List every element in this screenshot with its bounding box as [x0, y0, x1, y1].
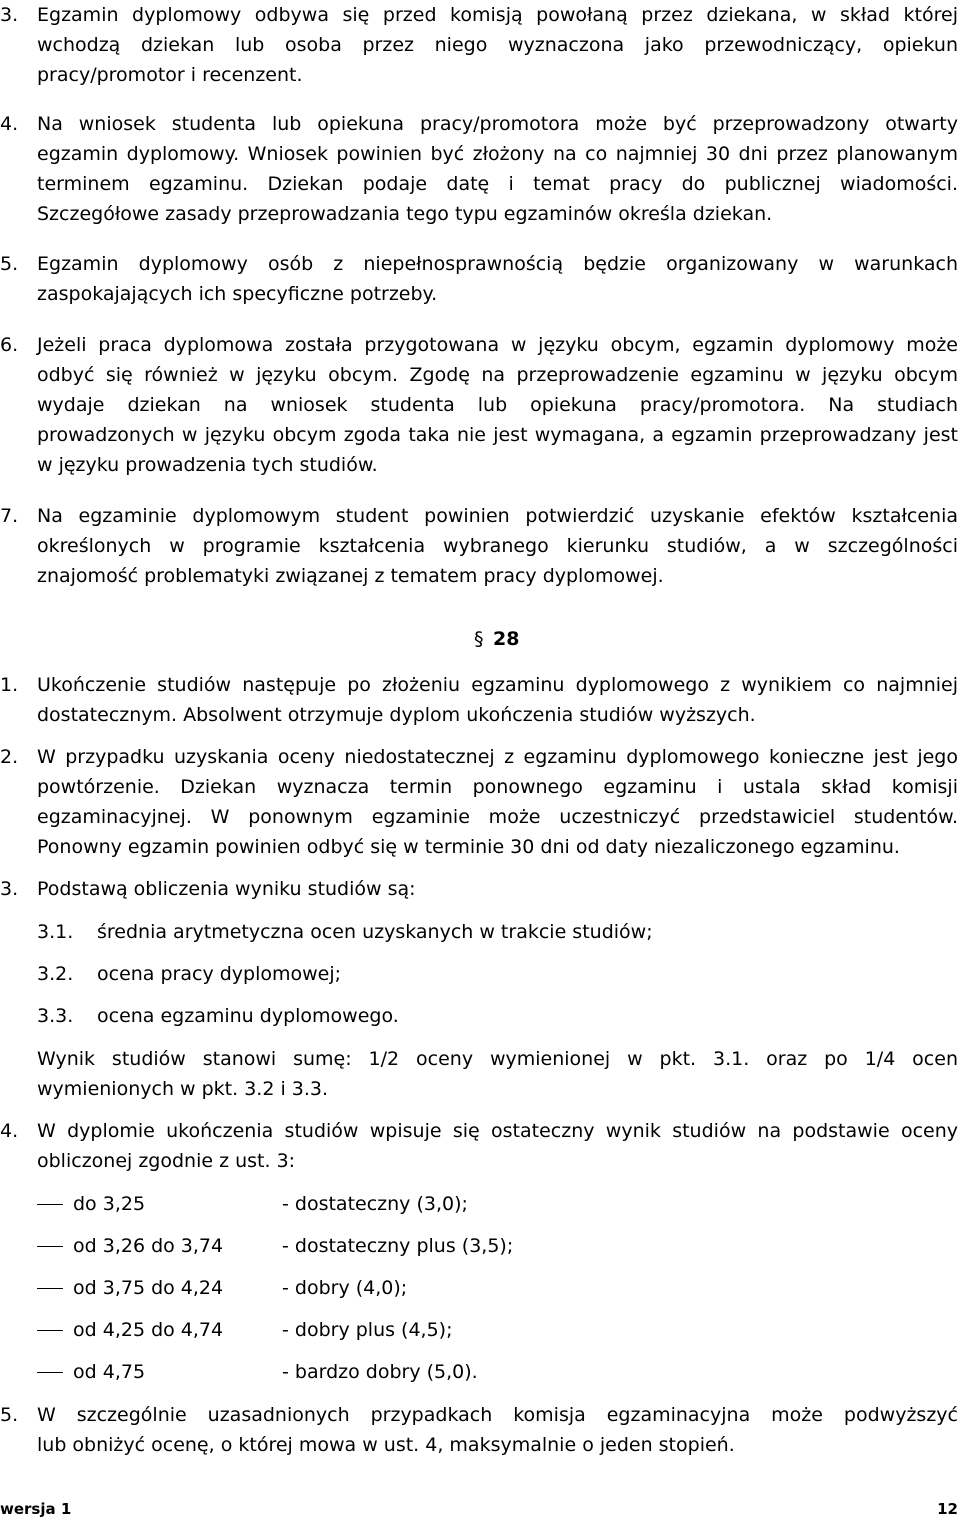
dash-bullet	[37, 1204, 63, 1205]
text-line: wydaje dziekan na wniosek studenta lub opiekuna pracy/promotora. Na studiach	[37, 394, 958, 416]
text-line: określonych w programie kształcenia wybranego kierunku studiów, a w szczególności	[37, 535, 958, 557]
grade-range: od 4,75	[73, 1361, 146, 1383]
item-number: 7.	[0, 505, 19, 527]
item-number: 4.	[0, 113, 19, 135]
item-number: 3.	[0, 4, 19, 26]
grade-label: - dobry plus (4,5);	[282, 1319, 453, 1341]
text-line: W dyplomie ukończenia studiów wpisuje się ostateczny wynik studiów na podstawie oceny	[37, 1120, 958, 1142]
text-line: Ponowny egzamin powinien odbyć się w terminie 30 dni od daty niezaliczonego egzaminu.	[37, 836, 900, 858]
dash-bullet	[37, 1246, 63, 1247]
text-line: Na egzaminie dyplomowym student powinien potwierdzić uzyskanie efektów kształcenia	[37, 505, 958, 527]
grade-label: - dostateczny (3,0);	[282, 1193, 468, 1215]
item-text	[37, 874, 958, 904]
result-note	[37, 1044, 958, 1104]
item-number: 2.	[0, 746, 19, 768]
text-line: odbyć się również w języku obcym. Zgodę na przeprowadzenie egzaminu w języku obcym	[37, 364, 958, 386]
item-number: 4.	[0, 1120, 19, 1142]
item-text	[37, 249, 958, 309]
item-text	[37, 109, 958, 229]
item-number: 3.	[0, 878, 19, 900]
section-symbol: §	[474, 628, 484, 650]
sub-item-number: 3.1.	[37, 921, 74, 943]
grade-range: do 3,25	[73, 1193, 146, 1215]
text-line: Na wniosek studenta lub opiekuna pracy/promotora może być przeprowadzony otwarty	[37, 113, 958, 135]
item-number: 5.	[0, 253, 19, 275]
text-line: lub obniżyć ocenę, o której mowa w ust. 4, maksymalnie o jeden stopień.	[37, 1434, 735, 1456]
text-line: prowadzonych w języku obcym zgoda taka nie jest wymagana, a egzamin przeprowadzany jest	[37, 424, 958, 446]
grade-range: od 3,26 do 3,74	[73, 1235, 224, 1257]
text-line: W szczególnie uzasadnionych przypadkach komisja egzaminacyjna może podwyższyć	[37, 1404, 958, 1426]
text-line: wymienionych w pkt. 3.2 i 3.3.	[37, 1078, 329, 1100]
grade-label: - dobry (4,0);	[282, 1277, 408, 1299]
text-line: egzaminacyjnej. W ponownym egzaminie może uczestniczyć przedstawiciel studentów.	[37, 806, 958, 828]
item-text	[37, 1400, 958, 1460]
sub-item-text: średnia arytmetyczna ocen uzyskanych w trakcie studiów;	[97, 921, 653, 943]
section-number: 28	[493, 628, 520, 650]
text-line: terminem egzaminu. Dziekan podaje datę i temat pracy do publicznej wiadomości.	[37, 173, 958, 195]
text-line: dostatecznym. Absolwent otrzymuje dyplom ukończenia studiów wyższych.	[37, 704, 756, 726]
text-line: Jeżeli praca dyplomowa została przygotowana w języku obcym, egzamin dyplomowy może	[37, 334, 958, 356]
text-line: Szczegółowe zasady przeprowadzania tego typu egzaminów określa dziekan.	[37, 203, 773, 225]
text-line: pracy/promotor i recenzent.	[37, 64, 303, 86]
dash-bullet	[37, 1372, 63, 1373]
item-text	[37, 0, 958, 90]
text-line: zaspokajających ich specyficzne potrzeby.	[37, 283, 438, 305]
grade-label: - dostateczny plus (3,5);	[282, 1235, 514, 1257]
item-text	[37, 742, 958, 862]
page-number: 12	[937, 1500, 958, 1518]
grade-label: - bardzo dobry (5,0).	[282, 1361, 478, 1383]
text-line: egzamin dyplomowy. Wniosek powinien być złożony na co najmniej 30 dni przez planowanym	[37, 143, 958, 165]
grade-range: od 3,75 do 4,24	[73, 1277, 224, 1299]
item-text	[37, 670, 958, 730]
text-line: Ukończenie studiów następuje po złożeniu egzaminu dyplomowego z wynikiem co najmniej	[37, 674, 958, 696]
item-number: 6.	[0, 334, 19, 356]
item-number: 1.	[0, 674, 19, 696]
dash-bullet	[37, 1288, 63, 1289]
sub-item-number: 3.3.	[37, 1005, 74, 1027]
footer-version: wersja 1	[0, 1500, 72, 1518]
item-text	[37, 1116, 958, 1176]
text-line: W przypadku uzyskania oceny niedostatecznej z egzaminu dyplomowego konieczne jest jego	[37, 746, 958, 768]
item-text	[37, 330, 958, 480]
text-line: Egzamin dyplomowy odbywa się przed komisją powołaną przez dziekana, w skład której	[37, 4, 958, 26]
dash-bullet	[37, 1330, 63, 1331]
text-line: Podstawą obliczenia wyniku studiów są:	[37, 878, 416, 900]
sub-item-text: ocena pracy dyplomowej;	[97, 963, 342, 985]
sub-item-text: ocena egzaminu dyplomowego.	[97, 1005, 399, 1027]
text-line: Egzamin dyplomowy osób z niepełnosprawnością będzie organizowany w warunkach	[37, 253, 958, 275]
item-number: 5.	[0, 1404, 19, 1426]
text-line: wchodzą dziekan lub osoba przez niego wyznaczona jako przewodniczący, opiekun	[37, 34, 958, 56]
grade-range: od 4,25 do 4,74	[73, 1319, 224, 1341]
text-line: powtórzenie. Dziekan wyznacza termin ponownego egzaminu i ustala skład komisji	[37, 776, 958, 798]
text-line: obliczonej zgodnie z ust. 3:	[37, 1150, 296, 1172]
text-line: w języku prowadzenia tych studiów.	[37, 454, 378, 476]
item-text	[37, 501, 958, 591]
text-line: Wynik studiów stanowi sumę: 1/2 oceny wymienionej w pkt. 3.1. oraz po 1/4 ocen	[37, 1048, 958, 1070]
sub-item-number: 3.2.	[37, 963, 74, 985]
text-line: znajomość problematyki związanej z tematem pracy dyplomowej.	[37, 565, 664, 587]
